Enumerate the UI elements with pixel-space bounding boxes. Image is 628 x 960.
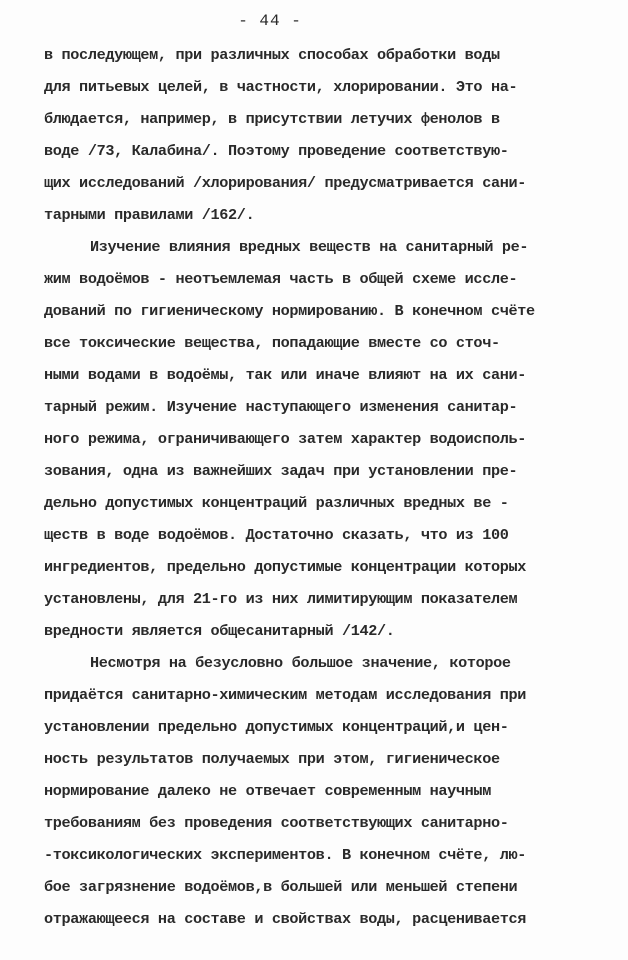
text-line: дельно допустимых концентраций различных вредных ве - <box>44 494 509 512</box>
text-line: ингредиентов, предельно допустимые концентрации которых <box>44 558 527 576</box>
text-line: ность результатов получаемых при этом, гигиеническое <box>44 750 500 768</box>
text-line: зования, одна из важнейших задач при установлении пре- <box>44 462 518 480</box>
text-line: тарными правилами /162/. <box>44 206 255 224</box>
text-line: вредности является общесанитарный /142/. <box>44 622 395 640</box>
text-line: установлены, для 21-го из них лимитирующим показателем <box>44 590 518 608</box>
text-line: блюдается, например, в присутствии летучих фенолов в <box>44 110 500 128</box>
text-line: жим водоёмов - неотъемлемая часть в общей схеме иссле- <box>44 270 518 288</box>
page-number: - 44 - <box>238 12 302 30</box>
text-line: все токсические вещества, попадающие вместе со сточ- <box>44 334 500 352</box>
text-line: установлении предельно допустимых концентраций,и цен- <box>44 718 509 736</box>
text-line: в последующем, при различных способах обработки воды <box>44 46 500 64</box>
paragraph-first-line: Несмотря на безусловно большое значение, которое <box>90 654 511 672</box>
text-line: для питьевых целей, в частности, хлорировании. Это на- <box>44 78 518 96</box>
text-line: нормирование далеко не отвечает современным научным <box>44 782 491 800</box>
text-line: отражающееся на составе и свойствах воды, расценивается <box>44 910 527 928</box>
text-line: дований по гигиеническому нормированию. В конечном счёте <box>44 302 535 320</box>
text-line: тарный режим. Изучение наступающего изменения санитар- <box>44 398 518 416</box>
text-line: ного режима, ограничивающего затем характер водоисполь- <box>44 430 527 448</box>
text-line: ными водами в водоёмы, так или иначе влияют на их сани- <box>44 366 527 384</box>
text-line: -токсикологических экспериментов. В конечном счёте, лю- <box>44 846 527 864</box>
text-line: щих исследований /хлорирования/ предусматривается сани- <box>44 174 527 192</box>
text-line: ществ в воде водоёмов. Достаточно сказать, что из 100 <box>44 526 509 544</box>
text-line: воде /73, Калабина/. Поэтому проведение соответствую- <box>44 142 509 160</box>
text-line: требованиям без проведения соответствующих санитарно- <box>44 814 509 832</box>
text-line: придаётся санитарно-химическим методам исследования при <box>44 686 527 704</box>
paragraph-first-line: Изучение влияния вредных веществ на санитарный ре- <box>90 238 529 256</box>
text-line: бое загрязнение водоёмов,в большей или меньшей степени <box>44 878 518 896</box>
